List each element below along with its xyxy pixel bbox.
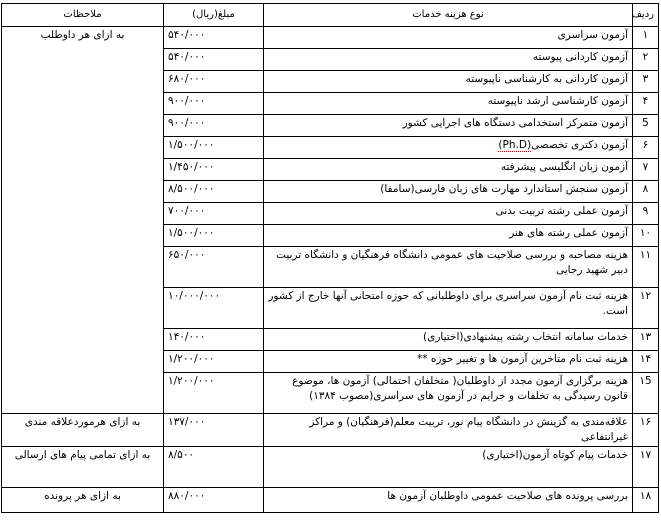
amount-cell: ۱/۲۰۰/۰۰۰ — [164, 373, 264, 414]
table-row — [2, 414, 659, 447]
service-cell: هزینه ثبت نام آزمون سراسری برای داوطلبانی که حوزه امتحانی آنها خارج از کشور است. — [264, 288, 633, 329]
row-number: ۱۴ — [633, 351, 659, 373]
amount-cell: ۹۰۰/۰۰۰ — [164, 115, 264, 137]
service-cell: آزمون عملی رشته های هنر — [264, 225, 633, 247]
service-cell: آزمون کارشناسی ارشد ناپیوسته — [264, 93, 633, 115]
amount-cell: ۱/۵۰۰/۰۰۰ — [164, 137, 264, 159]
row-number: ۱۲ — [633, 288, 659, 329]
row-number: ۱۱ — [633, 247, 659, 288]
amount-cell: ۱۳۷/۰۰۰ — [164, 414, 264, 447]
service-cell: آزمون کاردانی به کارشناسی ناپیوسته — [264, 71, 633, 93]
table-row — [2, 27, 659, 49]
row-number: ۲ — [633, 49, 659, 71]
amount-cell: ۵۴۰/۰۰۰ — [164, 27, 264, 49]
header-service: نوع هزینه خدمات — [264, 4, 633, 27]
service-cell: آزمون عملی رشته تربیت بدنی — [264, 203, 633, 225]
row-number: ۸ — [633, 181, 659, 203]
notes-cell-per-candidate: به ازای هر داوطلب — [2, 27, 164, 414]
service-cell: خدمات سامانه انتخاب رشته پیشنهادی(اختیاری) — [264, 329, 633, 351]
row-number: ۱۰ — [633, 225, 659, 247]
service-cell: هزینه برگزاری آزمون مجدد از داوطلبان( متخلفان احتمالی) آزمون ها، موضوع قانون رسیدگی به تخلفات و جرایم در آزمون های سراسری(مصوب ۱۳۸۴) — [264, 373, 633, 414]
phd-label: (Ph.D) — [498, 139, 532, 151]
table-header-row — [2, 4, 659, 27]
service-cell: هزینه ثبت نام متاخرین آزمون ها و تغییر حوزه ** — [264, 351, 633, 373]
service-cell: آزمون سنجش استاندارد مهارت های زبان فارسی(سامفا) — [264, 181, 633, 203]
amount-cell: ۱/۲۰۰/۰۰۰ — [164, 351, 264, 373]
service-cell: علاقه‌مندی به گزینش در دانشگاه پیام نور، تربیت معلم(فرهنگیان) و مراکز غیرانتفاعی — [264, 414, 633, 447]
header-notes: ملاحظات — [2, 4, 164, 27]
amount-cell: ۹۰۰/۰۰۰ — [164, 93, 264, 115]
row-number: ۹ — [633, 203, 659, 225]
amount-cell: ۱۰/۰۰۰/۰۰۰ — [164, 288, 264, 329]
row-number: ۱5 — [633, 373, 659, 414]
table-row — [2, 447, 659, 488]
header-amount: مبلغ(ریال) — [164, 4, 264, 27]
fees-table — [1, 3, 659, 513]
amount-cell: ۱/۴۵۰/۰۰۰ — [164, 159, 264, 181]
row-number: ۱۷ — [633, 447, 659, 488]
row-number: ۳ — [633, 71, 659, 93]
amount-cell: ۶۵۰/۰۰۰ — [164, 247, 264, 288]
row-number: 5 — [633, 115, 659, 137]
row-number: ۱ — [633, 27, 659, 49]
service-text: آزمون دکتری تخصصی — [531, 139, 628, 151]
amount-cell: ۸۸۰/۰۰۰ — [164, 488, 264, 513]
service-cell: آزمون متمرکز استخدامی دستگاه های اجرایی کشور — [264, 115, 633, 137]
notes-cell-per-file: به ازای هر پرونده — [2, 488, 164, 513]
amount-cell: ۸/۵۰۰ — [164, 447, 264, 488]
amount-cell: ۱۴۰/۰۰۰ — [164, 329, 264, 351]
header-row-no: ردیف — [633, 4, 659, 27]
service-cell — [264, 137, 633, 159]
row-number: ۱۳ — [633, 329, 659, 351]
table-row — [2, 488, 659, 513]
notes-cell-per-message: به ازای تمامی پیام های ارسالی — [2, 447, 164, 488]
amount-cell: ۶۸۰/۰۰۰ — [164, 71, 264, 93]
service-cell: بررسی پرونده های صلاحیت عمومی داوطلبان آزمون ها — [264, 488, 633, 513]
row-number: ۱۸ — [633, 488, 659, 513]
service-cell: هزینه مصاحبه و بررسی صلاحیت های عمومی دانشگاه فرهنگیان و دانشگاه تربیت دبیر شهید رجایی — [264, 247, 633, 288]
amount-cell: ۸/۵۰۰/۰۰۰ — [164, 181, 264, 203]
service-cell: خدمات پیام کوتاه آزمون(اختیاری) — [264, 447, 633, 488]
notes-cell-per-interested: به ازای هرموردعلاقه مندی — [2, 414, 164, 447]
service-cell: آزمون کاردانی پیوسته — [264, 49, 633, 71]
amount-cell: ۵۴۰/۰۰۰ — [164, 49, 264, 71]
row-number: ۶ — [633, 137, 659, 159]
amount-cell: ۷۰۰/۰۰۰ — [164, 203, 264, 225]
amount-cell: ۱/۵۰۰/۰۰۰ — [164, 225, 264, 247]
service-cell: آزمون سراسری — [264, 27, 633, 49]
row-number: ۷ — [633, 159, 659, 181]
service-cell: آزمون زبان انگلیسی پیشرفته — [264, 159, 633, 181]
row-number: ۴ — [633, 93, 659, 115]
row-number: ۱۶ — [633, 414, 659, 447]
